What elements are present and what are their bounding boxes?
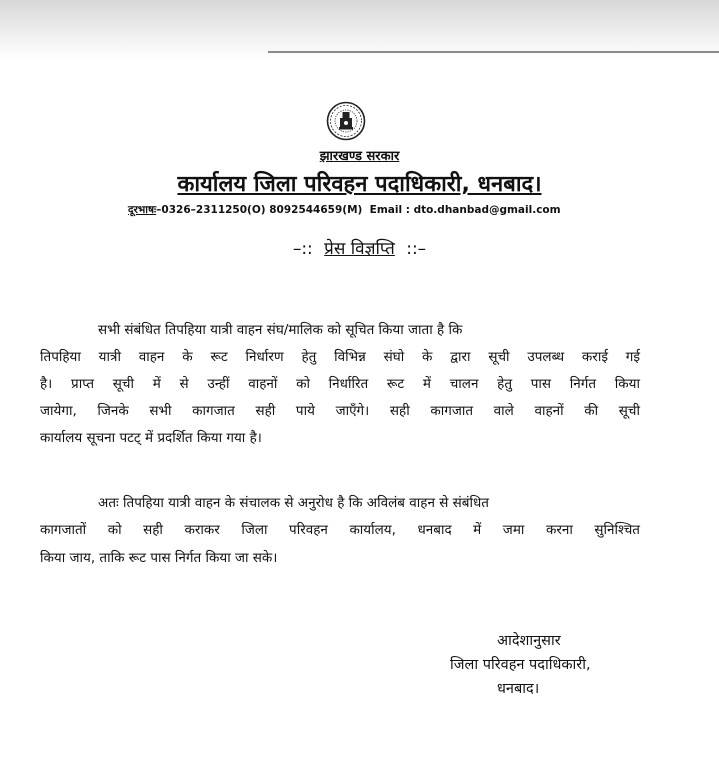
paragraph2-line: अतः तिपहिया यात्री वाहन के संचालक से अनुरोध है कि अविलंब वाहन से संबंधित — [98, 495, 489, 511]
email-address: dto.dhanbad@gmail.com — [413, 204, 561, 216]
paragraph2-line: कागजातों को सही कराकर जिला परिवहन कार्यालय, धनबाद में जमा करना सुनिश्चित — [40, 522, 640, 538]
signature-place: धनबाद। — [497, 681, 540, 697]
paragraph1-line: सभी संबंधित तिपहिया यात्री वाहन संघ/मालिक को सूचित किया जाता है कि — [98, 322, 463, 338]
scan-border-line — [268, 51, 719, 53]
signature-order-line: आदेशानुसार — [497, 633, 561, 649]
phone-numbers: –0326–2311250(O) 8092544659(M) — [156, 204, 363, 216]
paragraph1-line: है। प्राप्त सूची में से उन्हीं वाहनों को निर्धारित रूट में चालन हेतु पास निर्गत किया — [40, 376, 640, 392]
press-title: प्रेस विज्ञप्ति — [324, 239, 395, 259]
paragraph1-line: तिपहिया यात्री वाहन के रूट निर्धारण हेतु विभिन्न संघो के द्वारा सूची उपलब्ध कराई गई — [40, 349, 640, 365]
paragraph1-line: कार्यालय सूचना पटट् में प्रदर्शित किया गया है। — [40, 430, 262, 446]
email-label: Email : — [369, 204, 414, 216]
signature-designation: जिला परिवहन पदाधिकारी, — [450, 657, 591, 673]
phone-label: दूरभाषः — [128, 204, 157, 216]
press-release-heading — [0, 236, 719, 259]
paragraph1-line: जायेगा, जिनके सभी कागजात सही पाये जाएँगे। सही कागजात वाले वाहनों की सूची — [40, 403, 640, 419]
paragraph2-line: किया जाय, ताकि रूट पास निर्गत किया जा सके। — [40, 550, 278, 566]
government-name: झारखण्ड सरकार — [319, 149, 400, 164]
contact-line — [128, 203, 561, 217]
press-prefix: –:: — [292, 239, 319, 259]
office-title: कार्यालय जिला परिवहन पदाधिकारी, धनबाद। — [177, 172, 542, 197]
press-suffix: ::– — [400, 239, 427, 259]
jharkhand-emblem-icon — [326, 100, 366, 142]
